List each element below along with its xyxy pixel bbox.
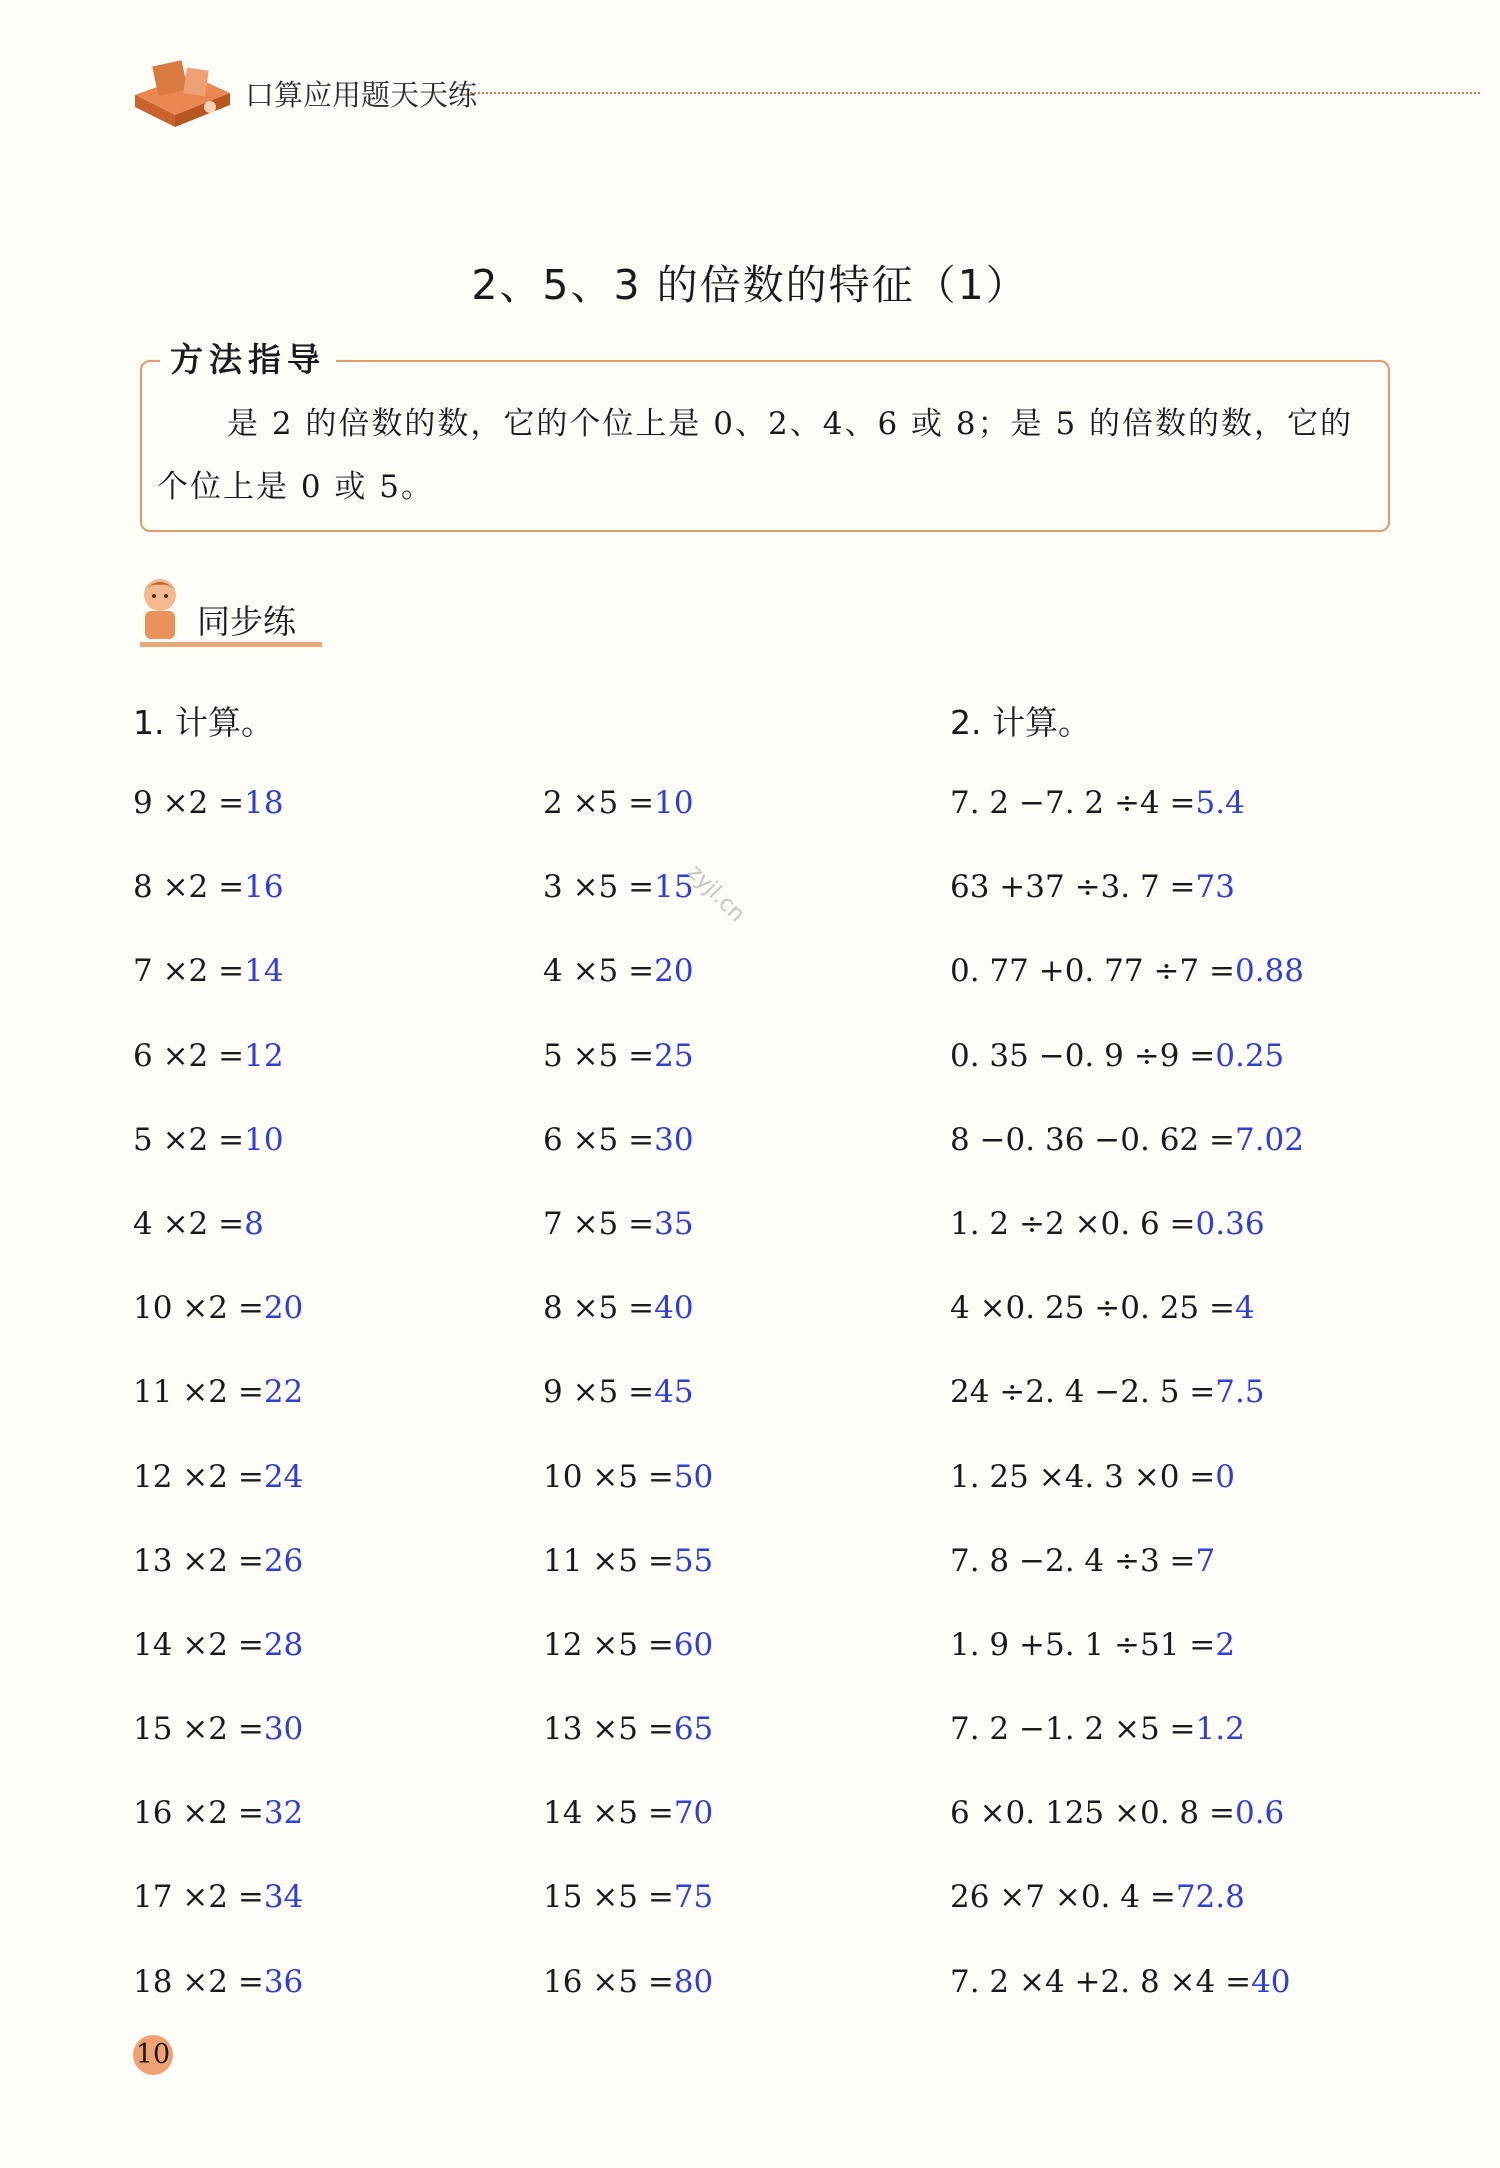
calc-expression: 9 ×2 = bbox=[133, 785, 245, 821]
calc-expression: 5 ×2 = bbox=[133, 1121, 245, 1158]
calc-expression: 10 ×2 = bbox=[133, 1290, 264, 1327]
calc-answer: 14 bbox=[244, 953, 284, 990]
calc-answer: 7 bbox=[1195, 1542, 1216, 1579]
calc-expression: 12 ×5 = bbox=[543, 1626, 674, 1663]
calc-item bbox=[950, 1029, 1304, 1113]
calc-item bbox=[950, 776, 1304, 860]
calc-answer: 30 bbox=[263, 1711, 304, 1748]
calc-expression: 26 ×7 ×0. 4 = bbox=[950, 1879, 1176, 1916]
calc-expression: 13 ×2 = bbox=[133, 1542, 264, 1579]
calc-item bbox=[133, 1618, 303, 1702]
calc-expression: 16 ×2 = bbox=[133, 1795, 264, 1832]
calc-answer: 40 bbox=[654, 1290, 694, 1327]
calc-answer: 7.5 bbox=[1215, 1374, 1265, 1411]
calc-item bbox=[133, 860, 303, 944]
column-mixed-calculation bbox=[950, 776, 1304, 2039]
calc-item bbox=[950, 1786, 1304, 1870]
calc-item bbox=[543, 1029, 713, 1113]
lesson-title: 2、5、3 的倍数的特征（1） bbox=[471, 261, 1029, 309]
calc-item bbox=[543, 776, 713, 860]
calc-answer: 0.88 bbox=[1234, 953, 1304, 990]
calc-expression: 4 ×2 = bbox=[133, 1205, 245, 1242]
calc-item bbox=[543, 1450, 713, 1534]
calc-item bbox=[133, 1450, 303, 1534]
calc-answer: 8 bbox=[244, 1205, 264, 1242]
calc-expression: 14 ×5 = bbox=[543, 1795, 674, 1832]
calc-answer: 35 bbox=[654, 1205, 694, 1242]
calc-item bbox=[133, 1197, 303, 1281]
calc-answer: 0 bbox=[1215, 1458, 1235, 1495]
calc-answer: 10 bbox=[244, 1121, 284, 1158]
student-icon bbox=[135, 573, 185, 645]
calc-expression: 8 ×2 = bbox=[133, 869, 245, 906]
calc-answer: 25 bbox=[654, 1037, 694, 1074]
calc-answer: 20 bbox=[263, 1290, 304, 1327]
calc-item bbox=[133, 1534, 303, 1618]
calc-item bbox=[950, 1618, 1304, 1702]
calc-item bbox=[133, 1029, 303, 1113]
calc-item bbox=[950, 1702, 1304, 1786]
calc-expression: 6 ×0. 125 ×0. 8 = bbox=[950, 1795, 1235, 1832]
calc-item bbox=[950, 1534, 1304, 1618]
calc-expression: 15 ×5 = bbox=[543, 1879, 674, 1916]
calc-item bbox=[133, 1281, 303, 1365]
calc-expression: 15 ×2 = bbox=[133, 1711, 264, 1748]
calc-expression: 2 ×5 = bbox=[543, 785, 655, 821]
calc-answer: 18 bbox=[244, 785, 284, 821]
header-divider bbox=[470, 92, 1480, 94]
books-logo-icon bbox=[130, 55, 235, 135]
calc-expression: 1. 9 +5. 1 ÷51 = bbox=[950, 1626, 1216, 1663]
calc-item bbox=[543, 1113, 713, 1197]
calc-answer: 73 bbox=[1195, 869, 1235, 906]
question-2-heading: 2. 计算。 bbox=[950, 703, 1091, 742]
calc-item bbox=[543, 944, 713, 1028]
column-multiply-by-2 bbox=[133, 776, 303, 2039]
calc-answer: 24 bbox=[263, 1458, 304, 1495]
method-guide-text: 是 2 的倍数的数，它的个位上是 0、2、4、6 或 8；是 5 的倍数的数，它的个位上是 0 或 5。 bbox=[157, 406, 1354, 505]
calc-item bbox=[543, 1281, 713, 1365]
calc-answer: 2 bbox=[1215, 1626, 1235, 1663]
calc-item bbox=[133, 776, 303, 860]
calc-expression: 12 ×2 = bbox=[133, 1458, 264, 1495]
calc-expression: 63 +37 ÷3. 7 = bbox=[950, 869, 1196, 906]
calc-expression: 9 ×5 = bbox=[543, 1374, 655, 1411]
calc-item bbox=[543, 1702, 713, 1786]
calc-answer: 28 bbox=[263, 1626, 304, 1663]
calc-expression: 8 ×5 = bbox=[543, 1290, 655, 1327]
calc-answer: 70 bbox=[673, 1795, 714, 1832]
calc-answer: 34 bbox=[263, 1879, 304, 1916]
calc-answer: 10 bbox=[654, 785, 694, 821]
calc-expression: 6 ×2 = bbox=[133, 1037, 245, 1074]
calc-item bbox=[950, 860, 1304, 944]
page-number: 10 bbox=[133, 2035, 173, 2075]
calc-answer: 20 bbox=[654, 953, 694, 990]
calc-expression: 3 ×5 = bbox=[543, 869, 655, 906]
calc-expression: 10 ×5 = bbox=[543, 1458, 674, 1495]
sync-practice-title: 同步练 bbox=[197, 602, 296, 641]
calc-expression: 4 ×5 = bbox=[543, 953, 655, 990]
calc-answer: 1.2 bbox=[1195, 1711, 1245, 1748]
calc-answer: 22 bbox=[263, 1374, 304, 1411]
calc-expression: 1. 25 ×4. 3 ×0 = bbox=[950, 1458, 1216, 1495]
calc-item bbox=[950, 1197, 1304, 1281]
calc-answer: 26 bbox=[263, 1542, 304, 1579]
calc-expression: 0. 35 −0. 9 ÷9 = bbox=[950, 1037, 1216, 1074]
calc-item bbox=[950, 1365, 1304, 1449]
calc-expression: 24 ÷2. 4 −2. 5 = bbox=[950, 1374, 1216, 1411]
calc-answer: 75 bbox=[673, 1879, 714, 1916]
calc-expression: 16 ×5 = bbox=[543, 1963, 674, 2000]
calc-expression: 4 ×0. 25 ÷0. 25 = bbox=[950, 1290, 1235, 1327]
calc-item bbox=[133, 1786, 303, 1870]
calc-expression: 6 ×5 = bbox=[543, 1121, 655, 1158]
calc-answer: 7.02 bbox=[1234, 1121, 1304, 1158]
calc-answer: 0.6 bbox=[1234, 1795, 1285, 1832]
sync-practice-underline bbox=[140, 642, 322, 647]
calc-answer: 32 bbox=[263, 1795, 304, 1832]
question-1-heading: 1. 计算。 bbox=[133, 703, 274, 742]
calc-expression: 5 ×5 = bbox=[543, 1037, 655, 1074]
calc-item bbox=[133, 1955, 303, 2039]
calc-answer: 4 bbox=[1234, 1290, 1255, 1327]
calc-item bbox=[543, 1786, 713, 1870]
calc-answer: 16 bbox=[244, 869, 284, 906]
calc-answer: 0.36 bbox=[1195, 1205, 1265, 1242]
book-series-title: 口算应用题天天练 bbox=[245, 78, 478, 112]
calc-expression: 7. 8 −2. 4 ÷3 = bbox=[950, 1542, 1196, 1579]
calc-expression: 7. 2 ×4 +2. 8 ×4 = bbox=[950, 1963, 1252, 2000]
calc-answer: 0.25 bbox=[1215, 1037, 1285, 1074]
calc-expression: 7. 2 −7. 2 ÷4 = bbox=[950, 785, 1196, 821]
calc-expression: 1. 2 ÷2 ×0. 6 = bbox=[950, 1205, 1196, 1242]
calc-answer: 40 bbox=[1251, 1963, 1291, 2000]
calc-answer: 55 bbox=[673, 1542, 714, 1579]
calc-item bbox=[950, 1113, 1304, 1197]
calc-item bbox=[133, 1870, 303, 1954]
calc-item bbox=[950, 1450, 1304, 1534]
calc-item bbox=[950, 1870, 1304, 1954]
watermark: zyjl.cn bbox=[682, 860, 750, 928]
calc-answer: 65 bbox=[673, 1711, 714, 1748]
column-multiply-by-5 bbox=[543, 776, 713, 2039]
calc-answer: 72.8 bbox=[1175, 1879, 1245, 1916]
calc-expression: 7 ×5 = bbox=[543, 1205, 655, 1242]
calc-answer: 36 bbox=[263, 1963, 304, 2000]
calc-item bbox=[543, 1365, 713, 1449]
calc-expression: 11 ×2 = bbox=[133, 1374, 264, 1411]
calc-item bbox=[133, 1113, 303, 1197]
calc-answer: 45 bbox=[654, 1374, 694, 1411]
calc-item bbox=[543, 1870, 713, 1954]
calc-item bbox=[133, 1702, 303, 1786]
calc-answer: 5.4 bbox=[1195, 785, 1245, 821]
calc-expression: 7. 2 −1. 2 ×5 = bbox=[950, 1711, 1196, 1748]
calc-item bbox=[133, 944, 303, 1028]
calc-answer: 50 bbox=[673, 1458, 714, 1495]
calc-expression: 14 ×2 = bbox=[133, 1626, 264, 1663]
calc-item bbox=[543, 1197, 713, 1281]
calc-item bbox=[950, 944, 1304, 1028]
calc-expression: 11 ×5 = bbox=[543, 1542, 674, 1579]
calc-expression: 13 ×5 = bbox=[543, 1711, 674, 1748]
calc-expression: 8 −0. 36 −0. 62 = bbox=[950, 1121, 1235, 1158]
calc-answer: 30 bbox=[654, 1121, 694, 1158]
calc-expression: 0. 77 +0. 77 ÷7 = bbox=[950, 953, 1235, 990]
page-header bbox=[130, 55, 1480, 145]
calc-answer: 15 bbox=[654, 869, 694, 906]
calc-item bbox=[543, 1955, 713, 2039]
calc-expression: 17 ×2 = bbox=[133, 1879, 264, 1916]
method-guide-title: 方法指导 bbox=[160, 334, 336, 381]
calc-item bbox=[950, 1281, 1304, 1365]
calc-expression: 18 ×2 = bbox=[133, 1963, 264, 2000]
calc-item bbox=[950, 1955, 1304, 2039]
calc-item bbox=[133, 1365, 303, 1449]
calc-expression: 7 ×2 = bbox=[133, 953, 245, 990]
calc-answer: 80 bbox=[673, 1963, 714, 2000]
calc-item bbox=[543, 1534, 713, 1618]
calc-answer: 12 bbox=[244, 1037, 284, 1074]
calc-item bbox=[543, 1618, 713, 1702]
calc-answer: 60 bbox=[673, 1626, 714, 1663]
